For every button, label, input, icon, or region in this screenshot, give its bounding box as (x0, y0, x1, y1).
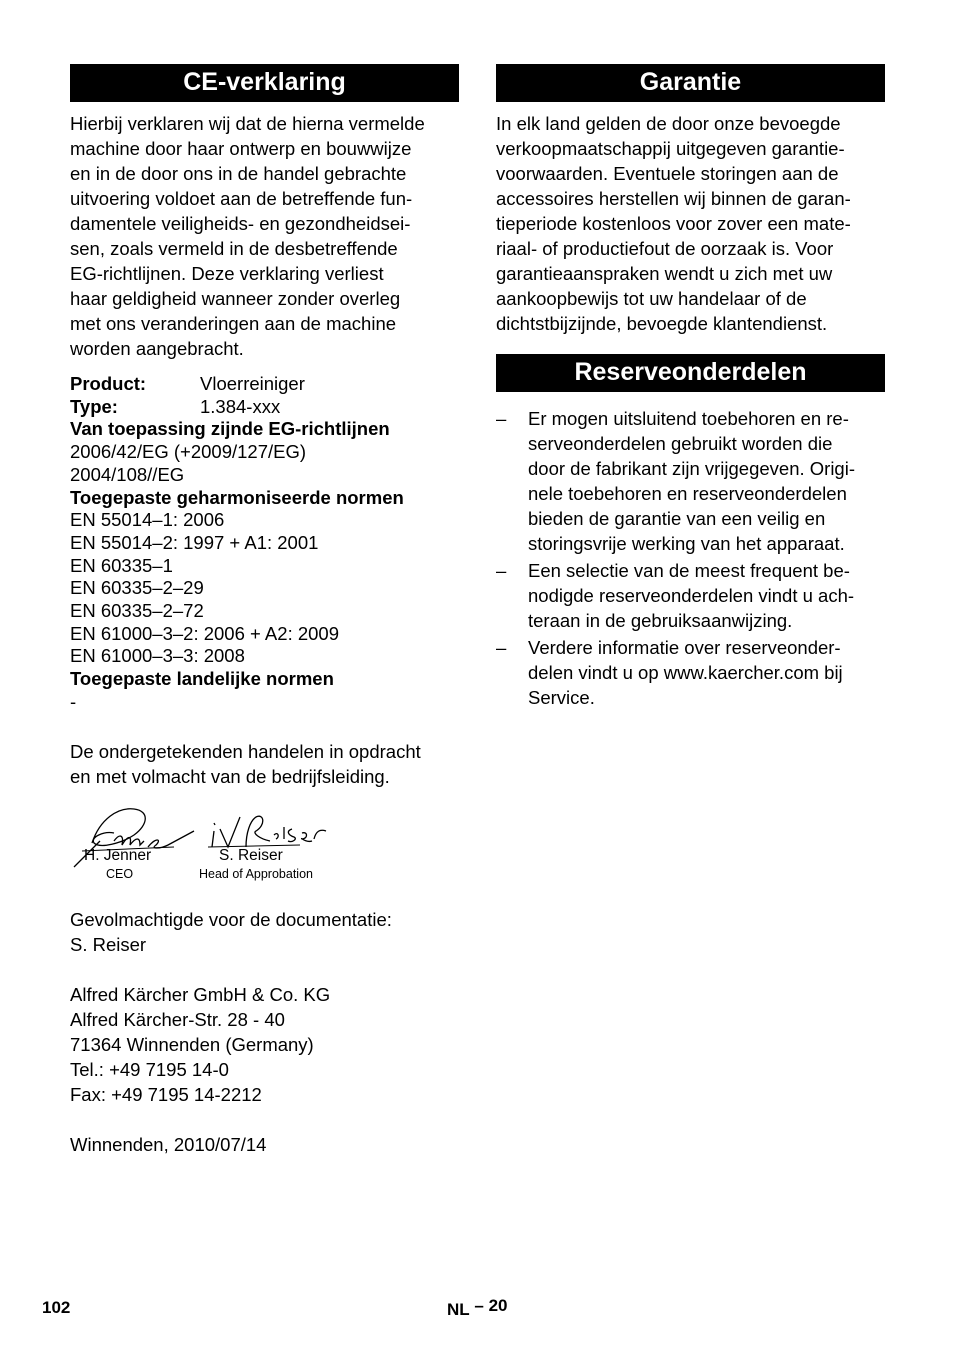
national-label: Toegepaste landelijke normen (70, 668, 334, 690)
page-number: 102 (42, 1298, 71, 1317)
harmonised-label: Toegepaste geharmoniseerde normen (70, 486, 404, 508)
dash-bullet-icon: – (496, 637, 507, 658)
national-value: - (70, 690, 77, 712)
reserve-bullet-list (496, 406, 885, 710)
authority-paragraph: De ondergetekenden handelen in opdracht en met volmacht van de bedrijfsleiding. (70, 740, 421, 787)
directives-label: Van toepassing zijnde EG-richtlijnen (70, 418, 390, 440)
list-item: – Verdere informatie over reserveonder- delen vindt u op www.kaercher.com bij Service. (496, 637, 843, 708)
product-row (70, 373, 459, 396)
product-label: Product: (70, 373, 147, 394)
garantie-heading: Garantie (496, 64, 885, 102)
company-address: Alfred Kärcher GmbH & Co. KG Alfred Kärcher-Str. 28 - 40 71364 Winnenden (Germany) Tel.: +49 7195 14-0 Fax: +49 7195 14-2212 (70, 983, 331, 1105)
reserveonderdelen-heading: Reserveonderdelen (496, 354, 885, 392)
left-column (70, 64, 459, 1157)
product-specs (70, 373, 459, 714)
section-page-number: – 20 (474, 1296, 508, 1315)
list-item: – Er mogen uitsluitend toebehoren en re- serveonderdelen gebruikt worden die door de fabrikant zijn vrijgegeven. Origi- nele toebehoren en reserveonderdelen bieden de garantie van een veilig en storingsvrije werking van het apparaat. (496, 408, 855, 554)
harmonised-item: EN 60335–2–29 (70, 577, 204, 599)
ce-declaration-heading: CE-verklaring (70, 64, 459, 102)
documentation-paragraph: Gevolmachtigde voor de documentatie: S. Reiser (70, 908, 392, 955)
dash-bullet-icon: – (496, 408, 507, 429)
harmonised-item: EN 55014–1: 2006 (70, 509, 225, 531)
language-code: NL (447, 1300, 470, 1319)
product-value: Vloerreiniger (200, 373, 305, 394)
footer-section (447, 1296, 508, 1320)
dash-bullet-icon: – (496, 560, 507, 581)
signatory-2-name: S. Reiser (219, 846, 283, 864)
right-column (496, 64, 885, 712)
type-label: Type: (70, 395, 118, 417)
harmonised-item: EN 60335–1 (70, 554, 173, 576)
type-value: 1.384-xxx (200, 395, 281, 417)
signatory-1-title: CEO (106, 866, 134, 881)
signature-block (70, 803, 459, 907)
harmonised-item: EN 61000–3–2: 2006 + A2: 2009 (70, 622, 339, 644)
place-date: Winnenden, 2010/07/14 (70, 1133, 267, 1155)
directive-item: 2006/42/EG (+2009/127/EG) (70, 441, 307, 463)
ce-intro-paragraph: Hierbij verklaren wij dat de hierna vermelde machine door haar ontwerp en bouwwijze en in de door ons in de handel gebrachte uitvoering voldoet aan de betreffende fun- damentele veiligheids- en gezondheidsei- sen, zoals vermeld in de desbetreffende EG-richtlijnen. Deze verklaring verliest haar geldigheid wanneer zonder overleg met ons veranderingen aan de machine worden aangebracht. (70, 113, 425, 359)
harmonised-item: EN 55014–2: 1997 + A1: 2001 (70, 531, 319, 553)
type-row (70, 396, 459, 419)
harmonised-item: EN 61000–3–3: 2008 (70, 645, 245, 667)
list-item: – Een selectie van de meest frequent be- nodigde reserveonderdelen vindt u ach- teraan in de gebruiksaanwijzing. (496, 560, 855, 631)
directive-item: 2004/108//EG (70, 463, 185, 485)
signatory-1-name: H. Jenner (84, 846, 152, 864)
signatory-2-title: Head of Approbation (199, 866, 313, 881)
garantie-paragraph: In elk land gelden de door onze bevoegde verkoopmaatschappij uitgegeven garantie- voorwaarden. Eventuele storingen aan de accessoires herstellen wij binnen de garan- tieperiode kostenloos voor zover een mate- riaal- of productiefout de oorzaak is. Voor garantieaanspraken wendt u zich met uw aankoopbewijs tot uw handelaar of de dichtstbijzijnde, bevoegde klantendienst. (496, 113, 851, 334)
harmonised-item: EN 60335–2–72 (70, 600, 204, 622)
